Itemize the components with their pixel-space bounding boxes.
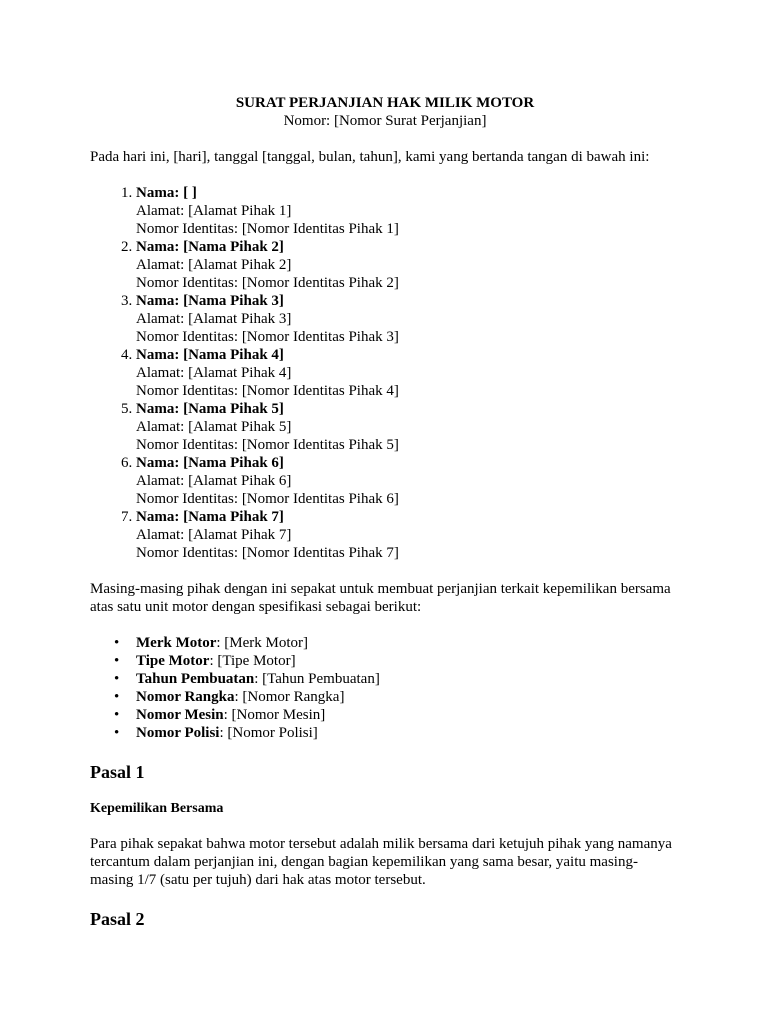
pasal-1-body: Para pihak sepakat bahwa motor tersebut adalah milik bersama dari ketujuh pihak yang namanya tercantum dalam perjanjian ini, dengan bagian kepemilikan yang sama besar, yaitu masing-masing 1/7 (satu per tujuh) dari hak atas motor tersebut. xyxy=(90,836,672,888)
party-id: Nomor Identitas: [Nomor Identitas Pihak 4] xyxy=(136,383,399,399)
party-item xyxy=(136,238,680,292)
spec-item xyxy=(114,634,680,652)
spec-item xyxy=(114,670,680,688)
party-id: Nomor Identitas: [Nomor Identitas Pihak 6] xyxy=(136,491,399,507)
bullet-icon: • xyxy=(114,707,120,723)
party-address: Alamat: [Alamat Pihak 2] xyxy=(136,257,292,273)
bullet-icon: • xyxy=(114,725,120,741)
spec-value: : [Merk Motor] xyxy=(216,635,309,651)
party-id: Nomor Identitas: [Nomor Identitas Pihak 3] xyxy=(136,329,399,345)
party-item xyxy=(136,400,680,454)
pasal-2-heading: Pasal 2 xyxy=(90,909,145,929)
bullet-icon: • xyxy=(114,671,120,687)
party-name: Nama: [Nama Pihak 3] xyxy=(136,293,284,309)
bullet-icon: • xyxy=(114,635,120,651)
spec-intro-paragraph: Masing-masing pihak dengan ini sepakat untuk membuat perjanjian terkait kepemilikan bersama atas satu unit motor dengan spesifikasi sebagai berikut: xyxy=(90,581,671,615)
specs-list xyxy=(90,634,680,742)
party-item xyxy=(136,346,680,400)
spec-label: Tahun Pembuatan xyxy=(136,671,255,687)
party-id: Nomor Identitas: [Nomor Identitas Pihak 5] xyxy=(136,437,399,453)
party-name: Nama: [ ] xyxy=(136,185,197,201)
pasal-1-heading: Pasal 1 xyxy=(90,762,145,782)
bullet-icon: • xyxy=(114,653,120,669)
party-name: Nama: [Nama Pihak 7] xyxy=(136,509,284,525)
party-address: Alamat: [Alamat Pihak 7] xyxy=(136,527,292,543)
party-address: Alamat: [Alamat Pihak 6] xyxy=(136,473,292,489)
spec-item xyxy=(114,724,680,742)
bullet-icon: • xyxy=(114,689,120,705)
document-content xyxy=(90,94,680,930)
party-id: Nomor Identitas: [Nomor Identitas Pihak 2] xyxy=(136,275,399,291)
party-id: Nomor Identitas: [Nomor Identitas Pihak 7] xyxy=(136,545,399,561)
spec-value: : [Tahun Pembuatan] xyxy=(254,671,380,687)
party-address: Alamat: [Alamat Pihak 3] xyxy=(136,311,292,327)
party-item xyxy=(136,508,680,562)
party-name: Nama: [Nama Pihak 4] xyxy=(136,347,284,363)
pasal-1-subheading: Kepemilikan Bersama xyxy=(90,801,224,816)
spec-label: Nomor Polisi xyxy=(136,725,220,741)
parties-list xyxy=(90,184,680,562)
party-item xyxy=(136,454,680,508)
party-item xyxy=(136,184,680,238)
spec-label: Tipe Motor xyxy=(136,653,210,669)
party-address: Alamat: [Alamat Pihak 1] xyxy=(136,203,292,219)
spec-label: Nomor Mesin xyxy=(136,707,224,723)
spec-value: : [Nomor Polisi] xyxy=(219,725,318,741)
party-address: Alamat: [Alamat Pihak 5] xyxy=(136,419,292,435)
party-name: Nama: [Nama Pihak 5] xyxy=(136,401,284,417)
party-name: Nama: [Nama Pihak 2] xyxy=(136,239,284,255)
spec-value: : [Tipe Motor] xyxy=(209,653,296,669)
document-title: SURAT PERJANJIAN HAK MILIK MOTOR xyxy=(235,95,535,111)
party-item xyxy=(136,292,680,346)
spec-item xyxy=(114,688,680,706)
spec-label: Merk Motor xyxy=(136,635,217,651)
party-id: Nomor Identitas: [Nomor Identitas Pihak 1] xyxy=(136,221,399,237)
intro-paragraph: Pada hari ini, [hari], tanggal [tanggal, bulan, tahun], kami yang bertanda tangan di bawah ini: xyxy=(90,149,650,165)
spec-item xyxy=(114,652,680,670)
spec-item xyxy=(114,706,680,724)
party-address: Alamat: [Alamat Pihak 4] xyxy=(136,365,292,381)
party-name: Nama: [Nama Pihak 6] xyxy=(136,455,284,471)
spec-value: : [Nomor Mesin] xyxy=(223,707,326,723)
document-number: Nomor: [Nomor Surat Perjanjian] xyxy=(283,113,487,129)
spec-value: : [Nomor Rangka] xyxy=(234,689,345,705)
spec-label: Nomor Rangka xyxy=(136,689,235,705)
